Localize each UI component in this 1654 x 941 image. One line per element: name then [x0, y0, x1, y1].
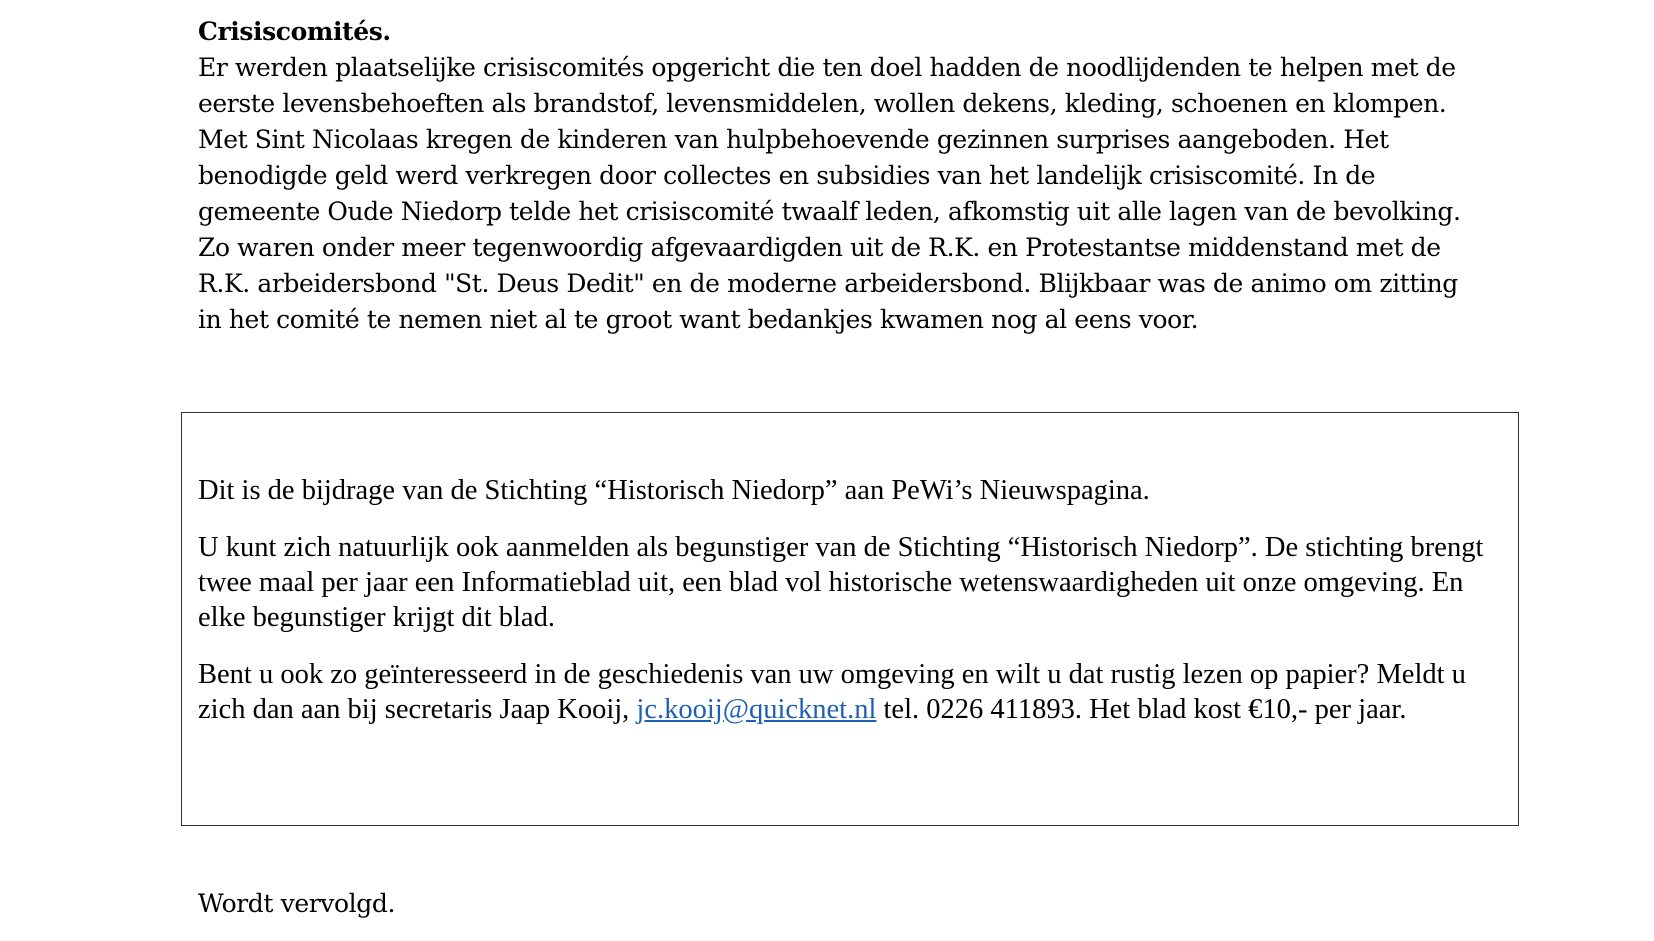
article-body: Er werden plaatselijke crisiscomités opgericht die ten doel hadden de noodlijdenden te helpen met de eerste levensbehoeften als brandstof, levensmiddelen, wollen dekens, kleding, schoenen en klompen. Met Sint Nicolaas kregen de kinderen van hulpbehoevende gezinnen surprises aangeboden. Het benodigde geld werd verkregen door collectes en subsidies van het landelijk crisiscomité. In de gemeente Oude Niedorp telde het crisiscomité twaalf leden, afkomstig uit alle lagen van de bevolking. Zo waren onder meer tegenwoordig afgevaardigden uit de R.K. en Protestantse middenstand met de R.K. arbeidersbond "St. Deus Dedit" en de moderne arbeidersbond. Blijkbaar was de animo om zitting in het comité te nemen niet al te groot want bedankjes kwamen nog al eens voor. [198, 53, 1461, 334]
contact-text-after: tel. 0226 411893. Het blad kost €10,- per jaar. [876, 694, 1407, 725]
contact-text-before: Bent u ook zo geïnteresseerd in de geschiedenis van uw omgeving en wilt u dat rustig lezen op papier? Meldt u zich dan aan bij secretaris Jaap Kooij, [198, 659, 1466, 725]
info-paragraph-contribution: Dit is de bijdrage van de Stichting “Historisch Niedorp” aan PeWi’s Nieuwspagina. [198, 475, 1150, 506]
info-box [181, 412, 1519, 826]
article-heading: Crisiscomités. [198, 17, 391, 46]
closing-text: Wordt vervolgd. [198, 889, 395, 918]
article-section [198, 14, 1498, 338]
email-link[interactable]: jc.kooij@quicknet.nl [636, 694, 877, 725]
info-box-content [198, 473, 1508, 749]
info-paragraph-contact [198, 657, 1508, 727]
info-paragraph-membership: U kunt zich natuurlijk ook aanmelden als begunstiger van de Stichting “Historisch Niedorp”. De stichting brengt twee maal per jaar een Informatieblad uit, een blad vol historische wetenswaardigheden uit onze omgeving. En elke begunstiger krijgt dit blad. [198, 532, 1484, 633]
